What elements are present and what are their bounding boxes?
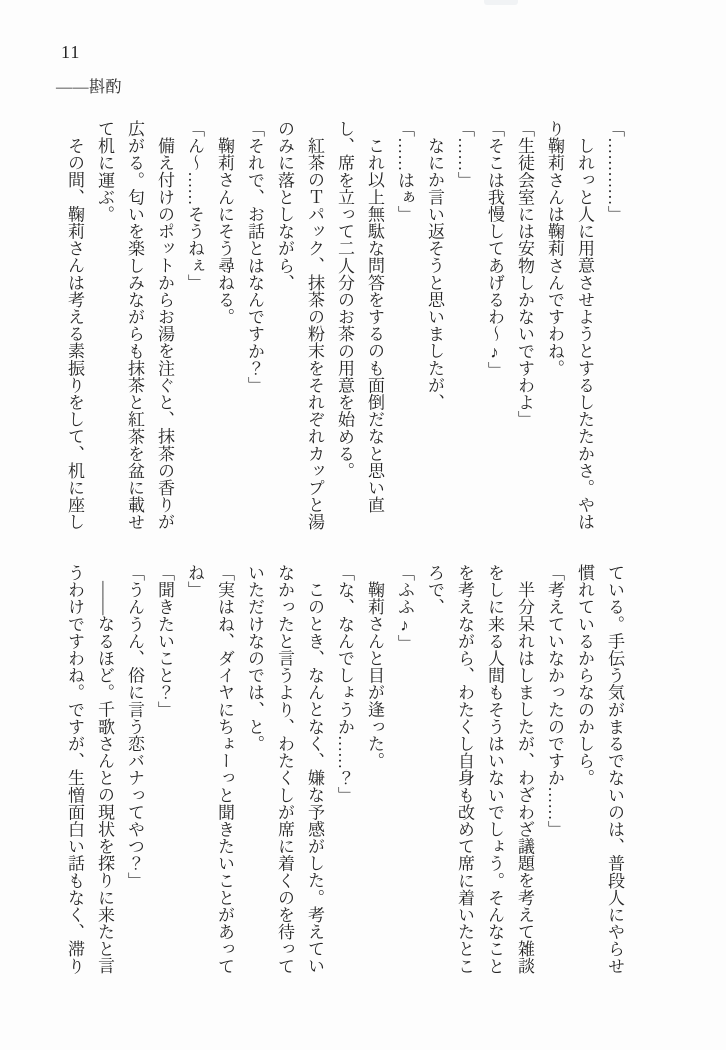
text-line: 「考えていなかったのですか……」 xyxy=(545,564,564,838)
text-line: いただけなのでは、と。 xyxy=(245,564,264,753)
text-line: このとき、なんとなく、嫌な予感がした。考えてい xyxy=(305,581,324,975)
text-line: 「うんうん、俗に言う恋バナってやつ？」 xyxy=(125,564,144,889)
text-line: 「ふふ♪」 xyxy=(395,564,414,652)
text-line: て机に運ぶ。 xyxy=(95,120,114,223)
lower-text-block xyxy=(59,564,629,980)
text-line: 半分呆れはしましたが、わざわざ議題を考えて雑談 xyxy=(515,581,534,975)
text-line: 「……」 xyxy=(455,120,474,189)
text-line: うわけですわね。ですが、生憎面白い話もなく、滞り xyxy=(65,564,84,975)
text-line: 「聞きたいこと？」 xyxy=(155,564,174,718)
text-line: 慣れているからなのかしら。 xyxy=(575,564,594,787)
text-line: ——なるほど。千歌さんとの現状を探りに来たと言 xyxy=(95,581,114,975)
text-line: 「そこは我慢してあげるわ〜♪」 xyxy=(485,120,504,379)
text-line: をしに来る人間もそうはいないでしょう。そんなこと xyxy=(485,564,504,975)
text-line: 紅茶のＴパック、抹茶の粉末をそれぞれカップと湯 xyxy=(305,137,324,531)
text-line: 「実はね、ダイヤにちょーっと聞きたいことがあって xyxy=(215,564,234,975)
text-line: 「生徒会室には安物しかないですわよ」 xyxy=(515,120,534,428)
text-line: なにか言い返そうと思いましたが、 xyxy=(425,137,444,411)
text-line: し、席を立って二人分のお茶の用意を始める。 xyxy=(335,120,354,480)
text-line: なかったと言うより、わたくしが席に着くのを待って xyxy=(275,564,294,975)
text-line: 備え付けのポットからお湯を注ぐと、抹茶の香りが xyxy=(155,137,174,531)
text-line: 鞠莉さんと目が逢った。 xyxy=(365,581,384,770)
scan-artifact xyxy=(484,0,518,5)
text-line: ている。手伝う気がまるでないのは、普段人にやらせ xyxy=(605,564,624,975)
text-line: その間、鞠莉さんは考える素振りをして、机に座し xyxy=(65,137,84,531)
text-line: 「…………」 xyxy=(605,120,624,223)
text-line: 鞠莉さんにそう尋ねる。 xyxy=(215,137,234,326)
chapter-heading: ——斟酌 xyxy=(56,79,123,96)
text-line: を考えながら、わたくし自身も改めて席に着いたとこ xyxy=(455,564,474,975)
text-line: これ以上無駄な問答をするのも面倒だなと思い直 xyxy=(365,137,384,514)
text-line: 「ん〜……そうねぇ」 xyxy=(185,120,204,291)
upper-text-block xyxy=(59,120,629,536)
text-line: ね」 xyxy=(185,564,204,599)
text-line: 「それで、お話とはなんですか？」 xyxy=(245,120,264,394)
page-number: 11 xyxy=(61,42,81,62)
text-line: 「な、なんでしょうか……？」 xyxy=(335,564,354,804)
text-line: しれっと人に用意させようとするしたたかさ。やは xyxy=(575,137,594,531)
text-line: り鞠莉さんは鞠莉さんですわね。 xyxy=(545,120,564,377)
text-line: のみに落としながら、 xyxy=(275,120,294,291)
text-line: 広がる。匂いを楽しみながらも抹茶と紅茶を盆に載せ xyxy=(125,120,144,531)
text-line: 「……はぁ」 xyxy=(395,120,414,223)
text-line: ろで、 xyxy=(425,564,444,616)
